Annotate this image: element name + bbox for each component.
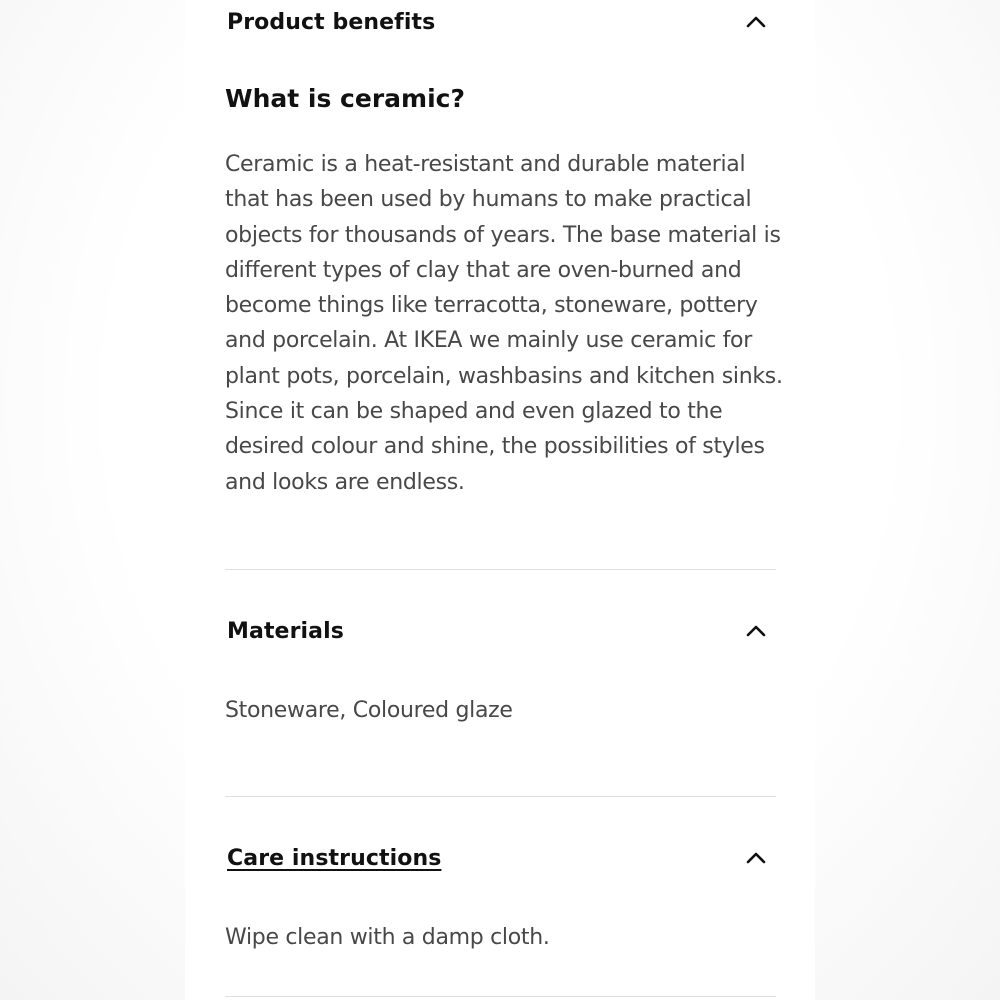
section-divider <box>225 796 776 797</box>
product-benefits-title: Product benefits <box>227 9 436 35</box>
product-benefits-text: Ceramic is a heat-resistant and durable material that has been used by humans to make practical objects for thousands of years. The base material is different types of clay that are oven-burned and become things like terracotta, stoneware, pottery and porcelain. At IKEA we mainly use ceramic for plant pots, porcelain, washbasins and kitchen sinks. Since it can be shaped and even glazed to the desired colour and shine, the possibilities of styles and looks are endless. <box>225 152 783 495</box>
section-divider <box>225 996 776 997</box>
chevron-up-icon[interactable] <box>745 11 767 33</box>
care-instructions-title: Care instructions <box>227 845 442 871</box>
product-details-panel <box>185 0 815 1000</box>
care-instructions-text: Wipe clean with a damp cloth. <box>225 925 550 950</box>
product-benefits-header[interactable] <box>227 0 775 44</box>
materials-text: Stoneware, Coloured glaze <box>225 698 513 723</box>
care-instructions-header[interactable] <box>227 836 775 880</box>
materials-title: Materials <box>227 618 344 644</box>
ceramic-subheading: What is ceramic? <box>225 84 465 113</box>
chevron-up-icon[interactable] <box>745 620 767 642</box>
section-divider <box>225 569 776 570</box>
chevron-up-icon[interactable] <box>745 847 767 869</box>
materials-header[interactable] <box>227 609 775 653</box>
